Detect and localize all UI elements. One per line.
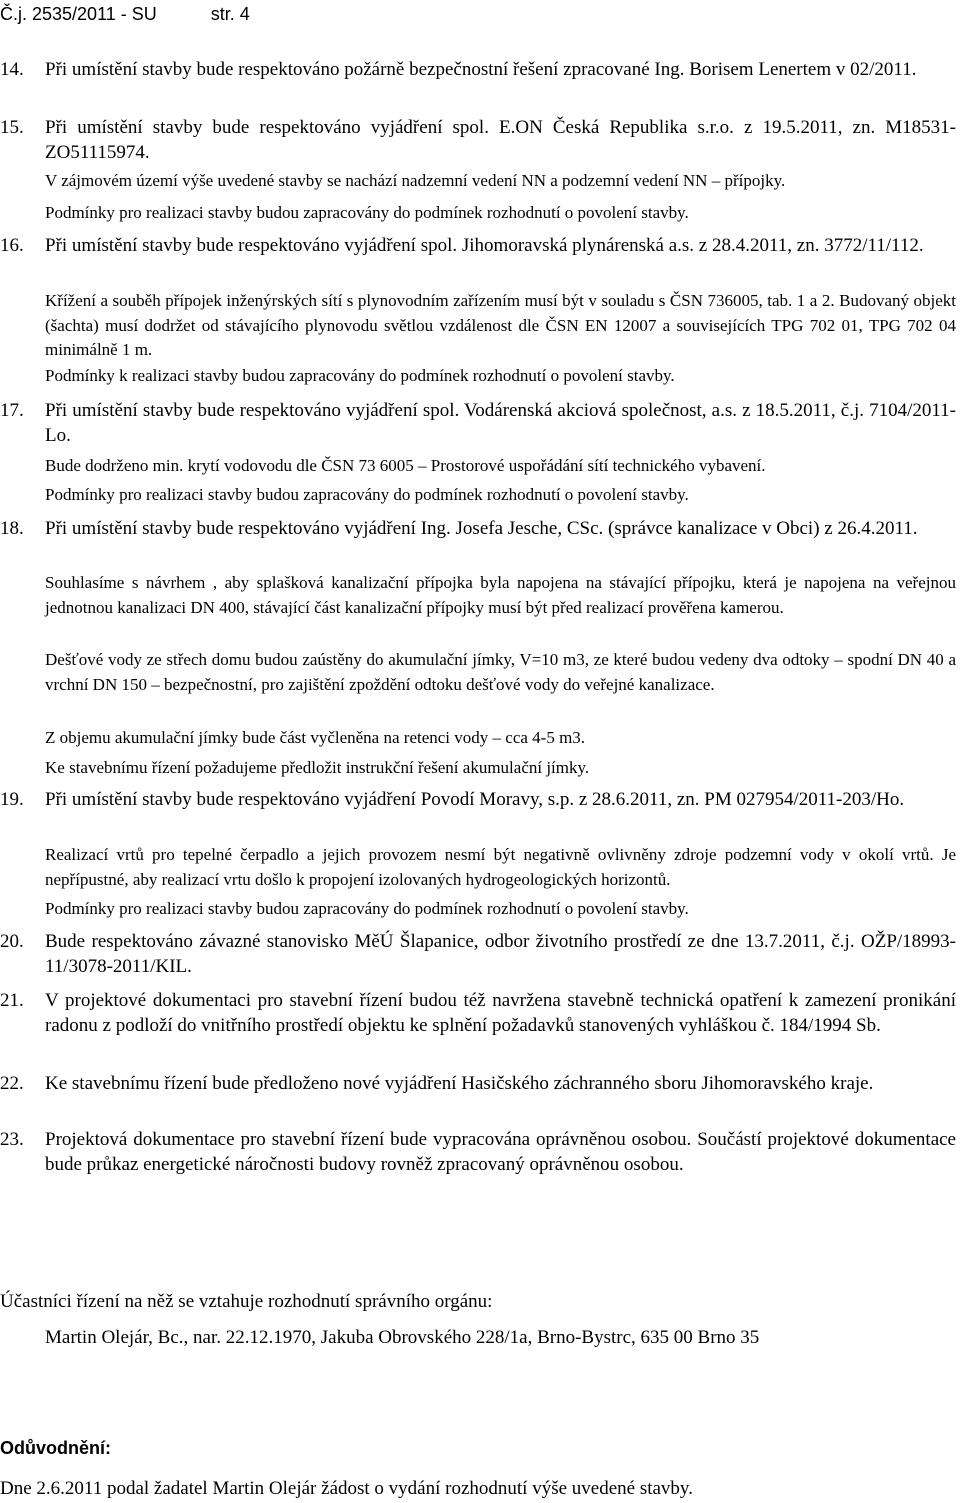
item-number: 15. — [0, 117, 24, 138]
condition-item-20 — [0, 929, 956, 979]
item-number: 23. — [0, 1129, 24, 1150]
condition-item-16 — [0, 233, 956, 258]
item-paragraph: Ke stavebnímu řízení požadujeme předložit instrukční řešení akumulační jímky. — [45, 758, 590, 777]
item-paragraph: Realizací vrtů pro tepelné čerpadlo a jejich provozem nesmí být negativně ovlivněny zdroje podzemní vody v okolí vrtů. Je nepřípustné, aby realizací vrtu došlo k propojení izolovaných hydrogeologických horizontů. — [45, 845, 956, 889]
reasoning-text: Dne 2.6.2011 podal žadatel Martin Olejár žádost o vydání rozhodnutí výše uvedené stavby. — [0, 1478, 693, 1499]
item-paragraph: Z objemu akumulační jímky bude část vyčleněna na retenci vody – cca 4-5 m3. — [45, 728, 586, 747]
item-paragraph: Bude dodrženo min. krytí vodovodu dle ČSN 73 6005 – Prostorové uspořádání sítí technického vybavení. — [45, 456, 766, 475]
condition-item-22 — [0, 1071, 956, 1096]
item-text: Při umístění stavby bude respektováno vyjádření spol. Vodárenská akciová společnost, a.s. z 18.5.2011, č.j. 7104/2011-Lo. — [45, 400, 956, 446]
item-paragraph: Podmínky pro realizaci stavby budou zapracovány do podmínek rozhodnutí o povolení stavby. — [45, 485, 689, 504]
item-number: 14. — [0, 59, 24, 80]
item-number: 16. — [0, 235, 24, 256]
item-number: 21. — [0, 990, 24, 1011]
participants-heading: Účastníci řízení na něž se vztahuje rozhodnutí správního orgánu: — [0, 1291, 493, 1312]
item-text: Ke stavebnímu řízení bude předloženo nové vyjádření Hasičského záchranného sboru Jihomoravského kraje. — [45, 1073, 874, 1094]
item-paragraph: V zájmovém území výše uvedené stavby se nachází nadzemní vedení NN a podzemní vedení NN – přípojky. — [45, 171, 786, 190]
item-paragraph: Podmínky pro realizaci stavby budou zapracovány do podmínek rozhodnutí o povolení stavby. — [45, 899, 689, 918]
item-text: Při umístění stavby bude respektováno vyjádření spol. E.ON Česká Republika s.r.o. z 19.5.2011, zn. M18531-ZO51115974. — [45, 117, 956, 163]
condition-item-17 — [0, 398, 956, 448]
item-paragraph: Křížení a souběh přípojek inženýrských sítí s plynovodním zařízením musí být v souladu s ČSN 736005, tab. 1 a 2. Budovaný objekt (šachta) musí dodržet od stávajícího plynovodu světlou vzdálenost dle ČSN EN 12007 a souvisejících TPG 702 01, TPG 702 04 minimálně 1 m. — [45, 291, 956, 359]
participants-text: Martin Olejár, Bc., nar. 22.12.1970, Jakuba Obrovského 228/1a, Brno-Bystrc, 635 00 Brno 35 — [45, 1327, 760, 1348]
condition-item-19 — [0, 787, 956, 812]
reference-number: Č.j. 2535/2011 - SU — [0, 4, 157, 24]
page-number: str. 4 — [210, 4, 250, 24]
condition-item-23 — [0, 1127, 956, 1177]
item-paragraph: Podmínky pro realizaci stavby budou zapracovány do podmínek rozhodnutí o povolení stavby. — [45, 203, 689, 222]
item-text: Projektová dokumentace pro stavební řízení bude vypracována oprávněnou osobou. Součástí projektové dokumentace bude průkaz energetické náročnosti budovy rovněž zpracovaný oprávněnou osobou. — [45, 1129, 956, 1175]
item-number: 17. — [0, 400, 24, 421]
item-text: Při umístění stavby bude respektováno vyjádření Ing. Josefa Jesche, CSc. (správce kanalizace v Obci) z 26.4.2011. — [45, 518, 918, 539]
item-paragraph: Souhlasíme s návrhem , aby splašková kanalizační přípojka byla napojena na stávající přípojku, která je napojena na veřejnou jednotnou kanalizaci DN 400, stávající část kanalizační přípojky musí být před realizací prověřena kamerou. — [45, 573, 956, 617]
item-text: Bude respektováno závazné stanovisko MěÚ Šlapanice, odbor životního prostředí ze dne 13.7.2011, č.j. OŽP/18993-11/3078-2011/KIL. — [45, 931, 956, 977]
condition-item-21 — [0, 988, 956, 1038]
condition-item-14 — [0, 57, 956, 82]
item-number: 18. — [0, 518, 24, 539]
item-number: 22. — [0, 1073, 24, 1094]
page-header — [0, 2, 250, 26]
condition-item-18 — [0, 516, 956, 541]
item-text: V projektové dokumentaci pro stavební řízení budou též navržena stavebně technická opatření k zamezení pronikání radonu z podloží do vnitřního prostředí objektu ke splnění požadavků stanovených vyhláškou č. 184/1994 Sb. — [45, 990, 956, 1036]
condition-item-15 — [0, 115, 956, 165]
item-text: Při umístění stavby bude respektováno požárně bezpečnostní řešení zpracované Ing. Borisem Lenertem v 02/2011. — [45, 59, 917, 80]
reasoning-heading: Odůvodnění: — [0, 1438, 111, 1458]
item-paragraph: Podmínky k realizaci stavby budou zapracovány do podmínek rozhodnutí o povolení stavby. — [45, 366, 675, 385]
item-number: 20. — [0, 931, 24, 952]
item-text: Při umístění stavby bude respektováno vyjádření spol. Jihomoravská plynárenská a.s. z 28.4.2011, zn. 3772/11/112. — [45, 235, 924, 256]
item-number: 19. — [0, 789, 24, 810]
item-paragraph: Dešťové vody ze střech domu budou zaústěny do akumulační jímky, V=10 m3, ze které budou vedeny dva odtoky – spodní DN 40 a vrchní DN 150 – bezpečnostní, pro zajištění zpoždění odtoku dešťové vody do veřejné kanalizace. — [45, 650, 956, 694]
item-text: Při umístění stavby bude respektováno vyjádření Povodí Moravy, s.p. z 28.6.2011, zn. PM 027954/2011-203/Ho. — [45, 789, 905, 810]
